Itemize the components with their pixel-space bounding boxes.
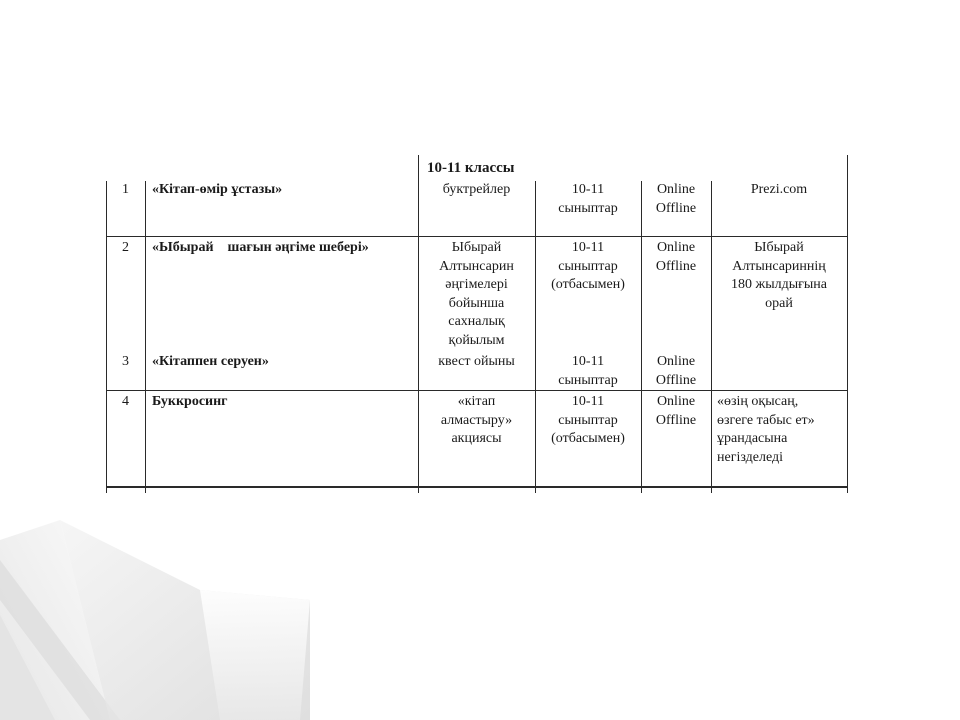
row-3-audience	[535, 353, 641, 390]
row-1-mode	[641, 181, 711, 218]
row-3-mode-line: Offline	[655, 372, 697, 388]
row-4-form-line: акциясы	[451, 431, 502, 446]
row-4-audience-line: 10-11	[571, 394, 605, 409]
row-3-audience-line: 10-11	[571, 354, 605, 369]
row-1-number: 1	[122, 182, 129, 197]
row-4-number: 4	[122, 394, 129, 409]
table-border-bottom	[106, 486, 848, 488]
row-4-mode-line: Online	[656, 394, 696, 409]
row-4-audience-line: сыныптар	[558, 412, 618, 428]
row-3-form-line: квест ойыны	[438, 354, 515, 369]
row-2-resource	[711, 239, 847, 313]
table-border-left	[106, 181, 107, 493]
events-table	[106, 155, 848, 493]
row-3-event: «Кітаппен серуен»	[152, 354, 269, 369]
row-4-form-line: «кітап	[457, 394, 496, 409]
row-4-form-line: алмастыру»	[440, 412, 513, 428]
row-4-audience-line: (отбасымен)	[551, 431, 625, 446]
row-1-resource-line: Prezi.com	[750, 182, 808, 197]
row-1-form	[418, 181, 535, 200]
row-1-mode-line: Offline	[655, 200, 697, 216]
row-4-resource-line: негізделеді	[717, 449, 783, 465]
col-divider-1	[145, 181, 146, 493]
row-2-form-line: Алтынсарин	[439, 258, 514, 274]
row-2-mode-line: Offline	[655, 258, 697, 274]
row-2-event: «Ыбырай шағын әңгіме шебері»	[152, 240, 369, 255]
table-border-right	[847, 155, 848, 493]
row-2-mode-line: Online	[656, 240, 696, 255]
row-4-form	[418, 393, 535, 449]
row-4-resource-line: өзгеге табыс ет»	[717, 412, 815, 428]
row-2-audience-line: сыныптар	[558, 258, 618, 274]
row-4-mode	[641, 393, 711, 430]
row-1-mode-line: Online	[656, 182, 696, 197]
row-2-audience	[535, 239, 641, 295]
section-header: 10-11 классы	[427, 160, 515, 176]
row-4-resource	[717, 393, 815, 467]
col-divider-5	[711, 181, 712, 493]
row-1-audience-line: сыныптар	[558, 200, 618, 216]
row-2-audience-line: 10-11	[571, 240, 605, 255]
row-2-form-line: сахналық	[448, 314, 505, 329]
row-2-form	[418, 239, 535, 350]
row-2-resource-line: орай	[765, 295, 793, 311]
row-2-audience-line: (отбасымен)	[551, 277, 625, 292]
row-4-resource-line: ұрандасына	[717, 431, 788, 446]
row-divider-1	[106, 236, 848, 237]
row-divider-2	[106, 390, 848, 391]
row-2-resource-line: Алтынсариннің	[732, 258, 826, 274]
row-3-mode	[641, 353, 711, 390]
row-3-audience-line: сыныптар	[558, 372, 618, 388]
row-3-number: 3	[122, 354, 129, 369]
row-4-event: Буккросинг	[152, 394, 228, 409]
row-3-mode-line: Online	[656, 354, 696, 369]
row-4-resource-line: «өзің оқысаң,	[717, 394, 799, 409]
row-4-mode-line: Offline	[655, 412, 697, 428]
row-2-number: 2	[122, 240, 129, 255]
row-2-resource-line: Ыбырай	[754, 240, 804, 255]
row-2-form-line: әңгімелері	[445, 277, 508, 292]
row-2-form-line: қойылым	[448, 332, 505, 348]
row-1-audience	[535, 181, 641, 218]
col-divider-4	[641, 181, 642, 493]
row-2-resource-line: 180 жылдығына	[731, 277, 827, 292]
row-1-resource	[711, 181, 847, 200]
row-1-event: «Кітап-өмір ұстазы»	[152, 182, 283, 197]
row-2-form-line: Ыбырай	[451, 240, 502, 255]
row-4-audience	[535, 393, 641, 449]
row-2-mode	[641, 239, 711, 276]
row-3-form	[418, 353, 535, 372]
row-1-form-line: буктрейлер	[442, 182, 511, 197]
row-1-audience-line: 10-11	[571, 182, 605, 197]
row-2-form-line: бойынша	[448, 295, 505, 311]
